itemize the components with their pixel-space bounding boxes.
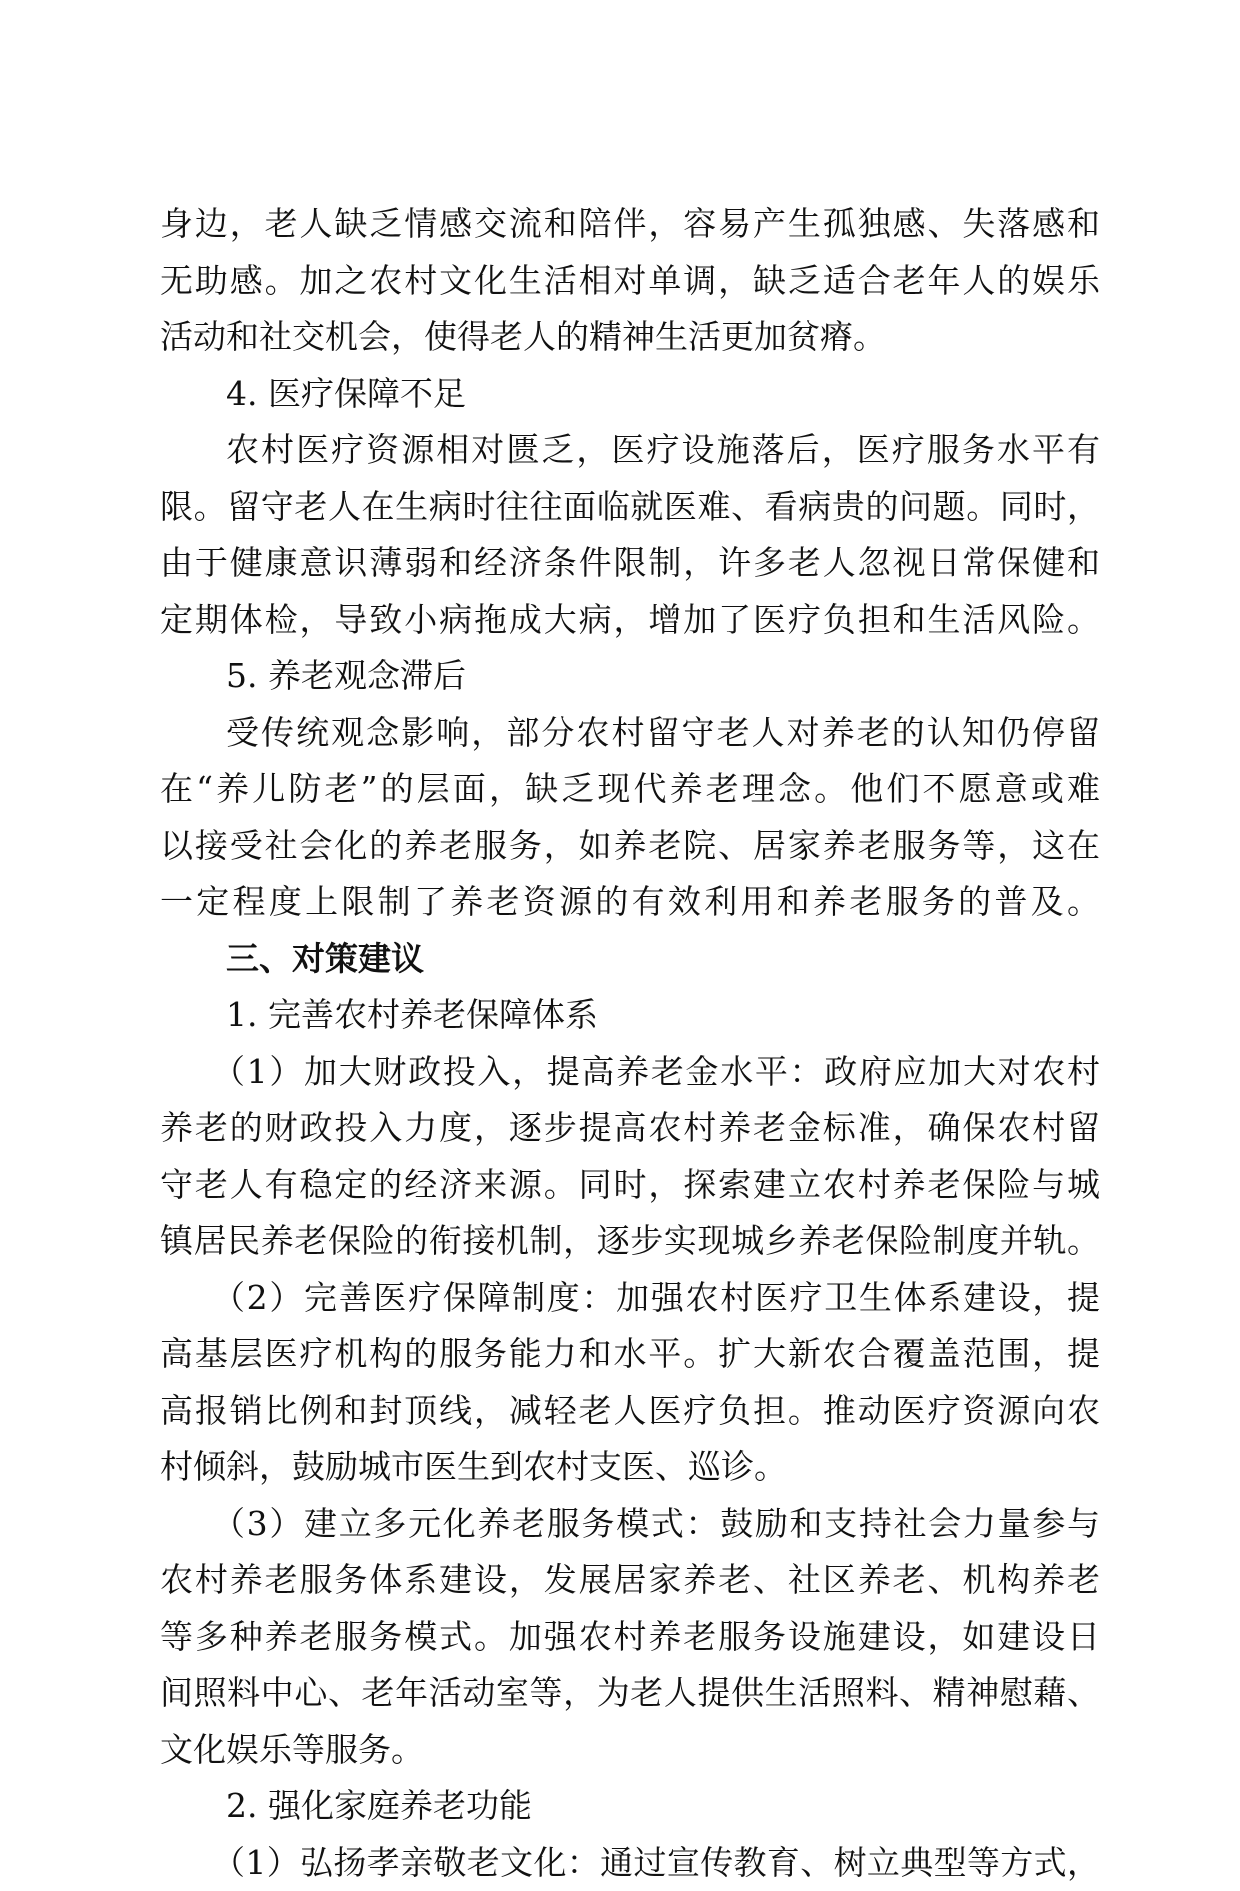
paragraph-line: 定期体检，导致小病拖成大病，增加了医疗负担和生活风险。: [160, 592, 1100, 649]
paragraph-line: （1）弘扬孝亲敬老文化：通过宣传教育、树立典型等方式，: [160, 1835, 1100, 1891]
section-heading: 三、对策建议: [160, 931, 1100, 988]
paragraph-line: 无助感。加之农村文化生活相对单调，缺乏适合老年人的娱乐: [160, 253, 1100, 310]
paragraph-line: 镇居民养老保险的衔接机制，逐步实现城乡养老保险制度并轨。: [160, 1213, 1100, 1270]
paragraph-line: 身边，老人缺乏情感交流和陪伴，容易产生孤独感、失落感和: [160, 196, 1100, 253]
paragraph-line: 由于健康意识薄弱和经济条件限制，许多老人忽视日常保健和: [160, 535, 1100, 592]
paragraph-line: 活动和社交机会，使得老人的精神生活更加贫瘠。: [160, 309, 1100, 366]
subsection-heading: 1. 完善农村养老保障体系: [160, 987, 1100, 1044]
paragraph-line: 村倾斜，鼓励城市医生到农村支医、巡诊。: [160, 1439, 1100, 1496]
paragraph-line: 高基层医疗机构的服务能力和水平。扩大新农合覆盖范围，提: [160, 1326, 1100, 1383]
paragraph-line: 一定程度上限制了养老资源的有效利用和养老服务的普及。: [160, 874, 1100, 931]
paragraph-line: 守老人有稳定的经济来源。同时，探索建立农村养老保险与城: [160, 1157, 1100, 1214]
paragraph-line: （3）建立多元化养老服务模式：鼓励和支持社会力量参与: [160, 1496, 1100, 1553]
paragraph-line: 农村养老服务体系建设，发展居家养老、社区养老、机构养老: [160, 1552, 1100, 1609]
paragraph-line: 等多种养老服务模式。加强农村养老服务设施建设，如建设日: [160, 1609, 1100, 1666]
paragraph-line: 农村医疗资源相对匮乏，医疗设施落后，医疗服务水平有: [160, 422, 1100, 479]
paragraph-line: 在“养儿防老”的层面，缺乏现代养老理念。他们不愿意或难: [160, 761, 1100, 818]
subsection-heading: 4. 医疗保障不足: [160, 366, 1100, 423]
paragraph-line: 受传统观念影响，部分农村留守老人对养老的认知仍停留: [160, 705, 1100, 762]
paragraph-line: 高报销比例和封顶线，减轻老人医疗负担。推动医疗资源向农: [160, 1383, 1100, 1440]
subsection-heading: 2. 强化家庭养老功能: [160, 1778, 1100, 1835]
subsection-heading: 5. 养老观念滞后: [160, 648, 1100, 705]
paragraph-line: 养老的财政投入力度，逐步提高农村养老金标准，确保农村留: [160, 1100, 1100, 1157]
paragraph-line: 以接受社会化的养老服务，如养老院、居家养老服务等，这在: [160, 818, 1100, 875]
paragraph-line: 限。留守老人在生病时往往面临就医难、看病贵的问题。同时，: [160, 479, 1100, 536]
paragraph-line: 间照料中心、老年活动室等，为老人提供生活照料、精神慰藉、: [160, 1665, 1100, 1722]
document-body: [160, 196, 1100, 1891]
paragraph-line: （2）完善医疗保障制度：加强农村医疗卫生体系建设，提: [160, 1270, 1100, 1327]
paragraph-line: （1）加大财政投入，提高养老金水平：政府应加大对农村: [160, 1044, 1100, 1101]
paragraph-line: 文化娱乐等服务。: [160, 1722, 1100, 1779]
